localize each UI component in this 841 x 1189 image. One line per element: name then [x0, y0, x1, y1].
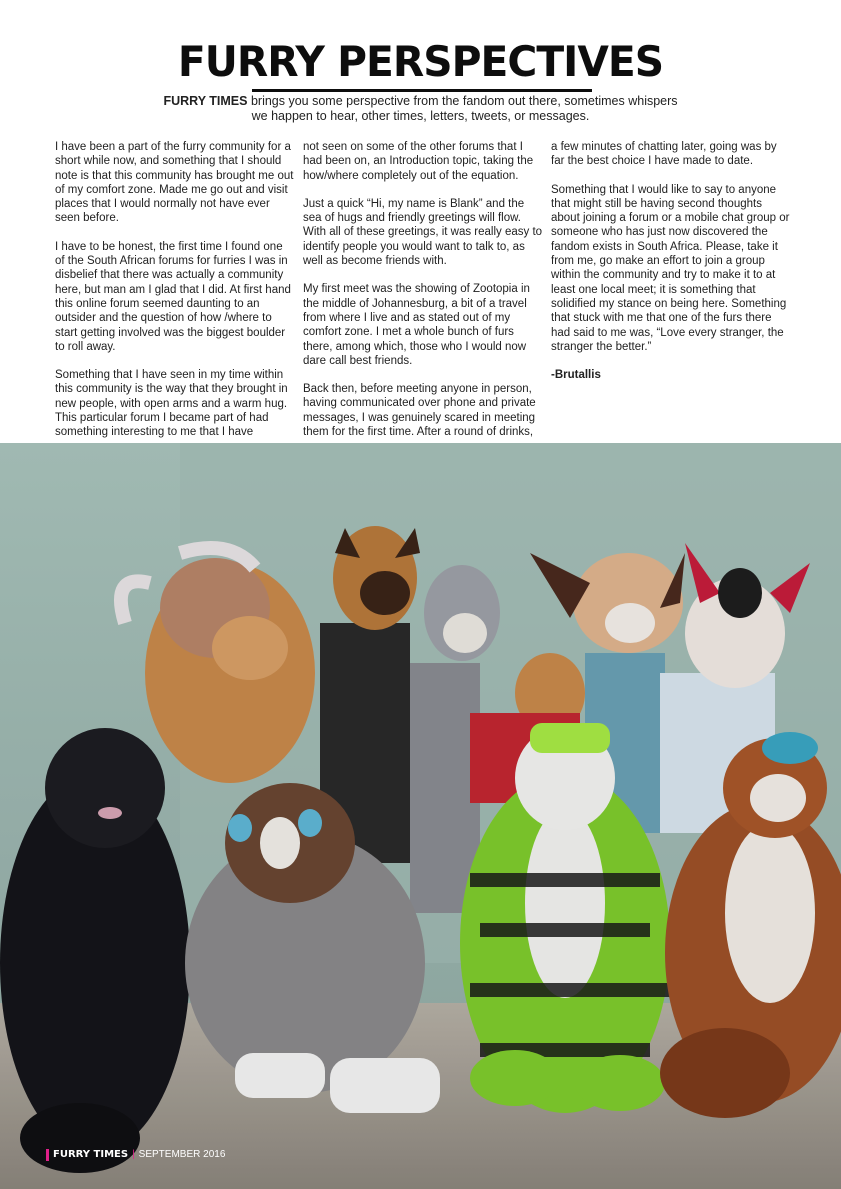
paragraph: a few minutes of chatting later, going was by far the best choice I have made to date. [551, 141, 777, 168]
author-signature: -Brutallis [551, 369, 601, 382]
subtitle-line-2: we happen to hear, other times, letters, tweets, or messages. [251, 109, 590, 123]
paragraph: Just a quick “Hi, my name is Blank” and the sea of hugs and friendly greetings will flow. With all of these greetings, it was really easy to identify people you would want to talk to, as well as become friends with. [303, 197, 543, 268]
accent-bar [46, 1149, 49, 1161]
paragraph: not seen on some of the other forums that I had been on, an Introduction topic, taking the how/where completely out of the equation. [303, 141, 534, 182]
paragraph: Something that I would like to say to anyone that might still be having second thoughts about joining a forum or a mobile chat group or someone who has just now discovered the fandom exists in South Africa. Please, take it from me, go make an effort to join a group within the community and try to make it to at least one local meet; it is something that solidified my stance on being here. Something that stuck with me that one of the furs there had said to me was, “Love every stranger, the stranger the better.” [551, 183, 790, 353]
text-column-3 [551, 140, 791, 382]
paragraph: Something that I have seen in my time within this community is the way that they brought in new people, with open arms and a warm hug. This particular forum I became part of had something interesting to me that I have [55, 369, 288, 439]
text-column-2 [303, 140, 543, 453]
paragraph: I have to be honest, the first time I found one of the South African forums for furries I was in disbelief that there was actually a community here, but man am I glad that I did. At first hand this online forum seemed daunting to an outsider and the question of how /where to start getting involved was the biggest boulder to roll away. [55, 240, 291, 353]
footer-issue-date: SEPTEMBER 2016 [138, 1149, 226, 1160]
article-subtitle [140, 94, 701, 124]
paragraph: My first meet was the showing of Zootopia in the middle of Johannesburg, a bit of a travel from where I live and as stated out of my comfort zone. I met a whole bunch of furs there, among which, those who I would now dare call best friends. [303, 283, 530, 367]
footer-magazine-name: FURRY TIMES [53, 1149, 129, 1160]
text-column-1 [55, 140, 295, 454]
footer-separator: | [132, 1149, 135, 1160]
group-photo [0, 443, 841, 1189]
page-footer [46, 1147, 225, 1163]
paragraph: I have been a part of the furry community for a short while now, and something that I should note is that this community has brought me out of my comfort zone. Made me go out and visit places that I would normally not have ever seen before. [55, 141, 294, 225]
subtitle-brand: FURRY TIMES [163, 94, 248, 108]
subtitle-text: brings you some perspective from the fandom out there, sometimes whispers [247, 94, 678, 108]
article-title: FURRY PERSPECTIVES [177, 37, 664, 86]
paragraph: Back then, before meeting anyone in person, having communicated over phone and private messages, I was genuinely scared in meeting them for the first time. After a round of drinks, [303, 383, 536, 439]
title-underline [252, 89, 592, 92]
